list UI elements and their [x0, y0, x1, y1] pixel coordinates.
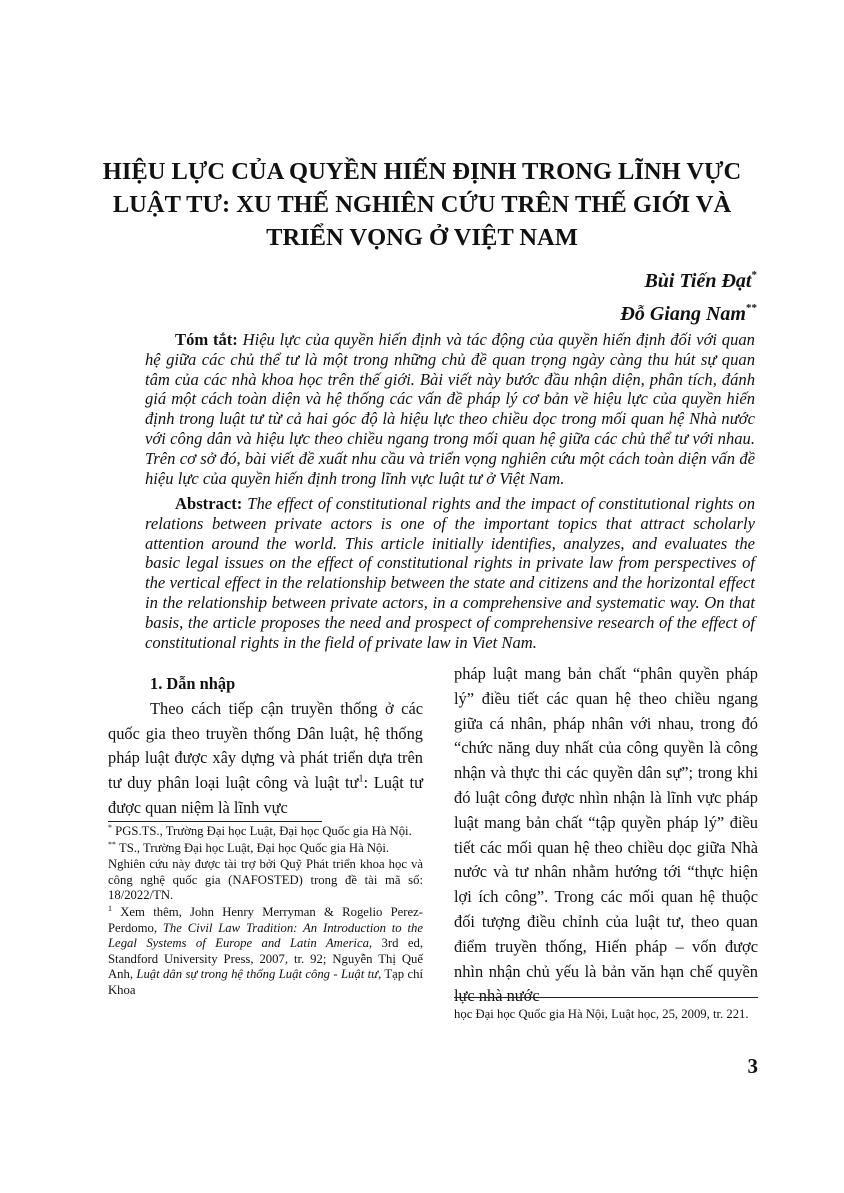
footnote-divider [454, 997, 758, 998]
body-paragraph: Theo cách tiếp cận truyền thống ở các quốc gia theo truyền thống Dân luật, hệ thống pháp luật được xây dựng và phát triển dựa trên tư duy phân loại luật công và luật $tư^1$: Luật tư được quan niệm là lĩnh vực [108, 698, 423, 817]
abstract-text: Hiệu lực của quyền hiến định và tác động của quyền hiến định đối với quan hệ giữa các chủ thể tư là một trong những chủ đề quan trọng ngày càng thu hút sự quan tâm của các nhà khoa học trên thế giới. Bài viết này bước đầu nhận diện, phân tích, đánh giá một cách toàn diện và hệ thống các vấn đề pháp lý cơ bản về hiệu lực của quyền hiến định trong luật tư từ cả hai góc độ là hiệu lực theo chiều dọc trong mối quan hệ Nhà nước với công dân và hiệu lực theo chiều ngang trong mối quan hệ giữa các chủ thể tư với nhau. Trên cơ sở đó, bài viết đề xuất nhu cầu và triển vọng nghiên cứu một cách toàn diện vấn đề hiệu lực của quyền hiến định trong lĩnh vực luật tư ở Việt Nam. [145, 330, 755, 488]
author-footnote-mark: * [751, 269, 757, 281]
abstract-label: Tóm tắt: [175, 330, 238, 349]
title-line: HIỆU LỰC CỦA QUYỀN HIẾN ĐỊNH TRONG LĨNH VỰC [102, 158, 742, 185]
footnote-divider [108, 821, 322, 822]
footnote-continuation: học Đại học Quốc gia Hà Nội, Luật học, 25, 2009, tr. 221. [454, 1007, 749, 1021]
right-column [454, 662, 758, 1009]
author-name: Bùi Tiến Đạt* [644, 269, 757, 292]
footnote-funding: Nghiên cứu này được tài trợ bởi Quỹ Phát triển khoa học và công nghệ quốc gia (NAFOSTED) trong đề tài mã số: 18/2022/TN. [108, 857, 423, 903]
abstract-english [145, 494, 755, 652]
page-number: 3 [747, 1054, 758, 1078]
left-column [108, 672, 423, 821]
body-paragraph-continued: pháp luật mang bản chất “phân quyền pháp lý” điều tiết các quan hệ theo chiều ngang giữa cá nhân, pháp nhân với nhau, trong đó “chức năng duy nhất của công quyền là công nhận và thực thi các quyền dân sự”; trong khi đó luật công được nhìn nhận là lĩnh vực pháp luật mang bản chất “tập quyền pháp lý” điều tiết các mối quan hệ theo chiều dọc giữa Nhà nước và tư nhân nhằm hướng tới “thực hiện lợi ích công”. Trong các mối quan hệ thuộc đối tượng điều chỉnh của luật tư, theo quan điểm truyền thống, Hiến pháp – vốn được nhìn nhận chủ yếu là bản văn hạn chế quyền lực nhà nước [454, 664, 758, 1006]
author-list [620, 262, 757, 328]
abstract-text: The effect of constitutional rights and the impact of constitutional rights on relations between private actors is one of the important topics that attract scholarly attention around the world. This article initially identifies, analyzes, and evaluates the basic legal issues on the effect of constitutional rights in private law from perspectives of the vertical effect in the relationship between the state and citizens and the horizontal effect in the relationship between private actors, in a comprehensive and systematic way. On that basis, the article proposes the need and prospect of comprehensive research of the effect of constitutional rights in the field of private law in Viet Nam. [145, 494, 755, 652]
footnote-author-1: * PGS.TS., Trường Đại học Luật, Đại học Quốc gia Hà Nội. [108, 822, 412, 838]
author-footnote-mark: ** [746, 302, 757, 314]
abstract-label: Abstract: [175, 494, 243, 513]
title-line: TRIỂN VỌNG Ở VIỆT NAM [266, 224, 578, 251]
section-heading: 1. Dẫn nhập [150, 674, 236, 693]
abstract-vietnamese [145, 330, 755, 488]
footnote-ref[interactable]: 1 [358, 773, 364, 785]
footnotes [108, 824, 423, 1000]
footnote-reference-1: $^1$ Xem thêm, John Henry Merryman & Rogelio Perez-Perdomo, The Civil Law Tradition: An Introduction to the Legal Systems of Europe and Latin America, 3rd ed, Standford University Press, 2007, tr. 92; Nguyễn Thị Quế Anh, Luật dân sự trong hệ thống Luật công - Luật tư, Tạp chí Khoa [108, 903, 423, 997]
title-line: LUẬT TƯ: XU THẾ NGHIÊN CỨU TRÊN THẾ GIỚI VÀ [112, 191, 732, 218]
footnote-author-2: ** TS., Trường Đại học Luật, Đại học Quốc gia Hà Nội. [108, 839, 390, 855]
author-name: Đỗ Giang Nam** [620, 302, 757, 325]
article-title [90, 155, 754, 254]
